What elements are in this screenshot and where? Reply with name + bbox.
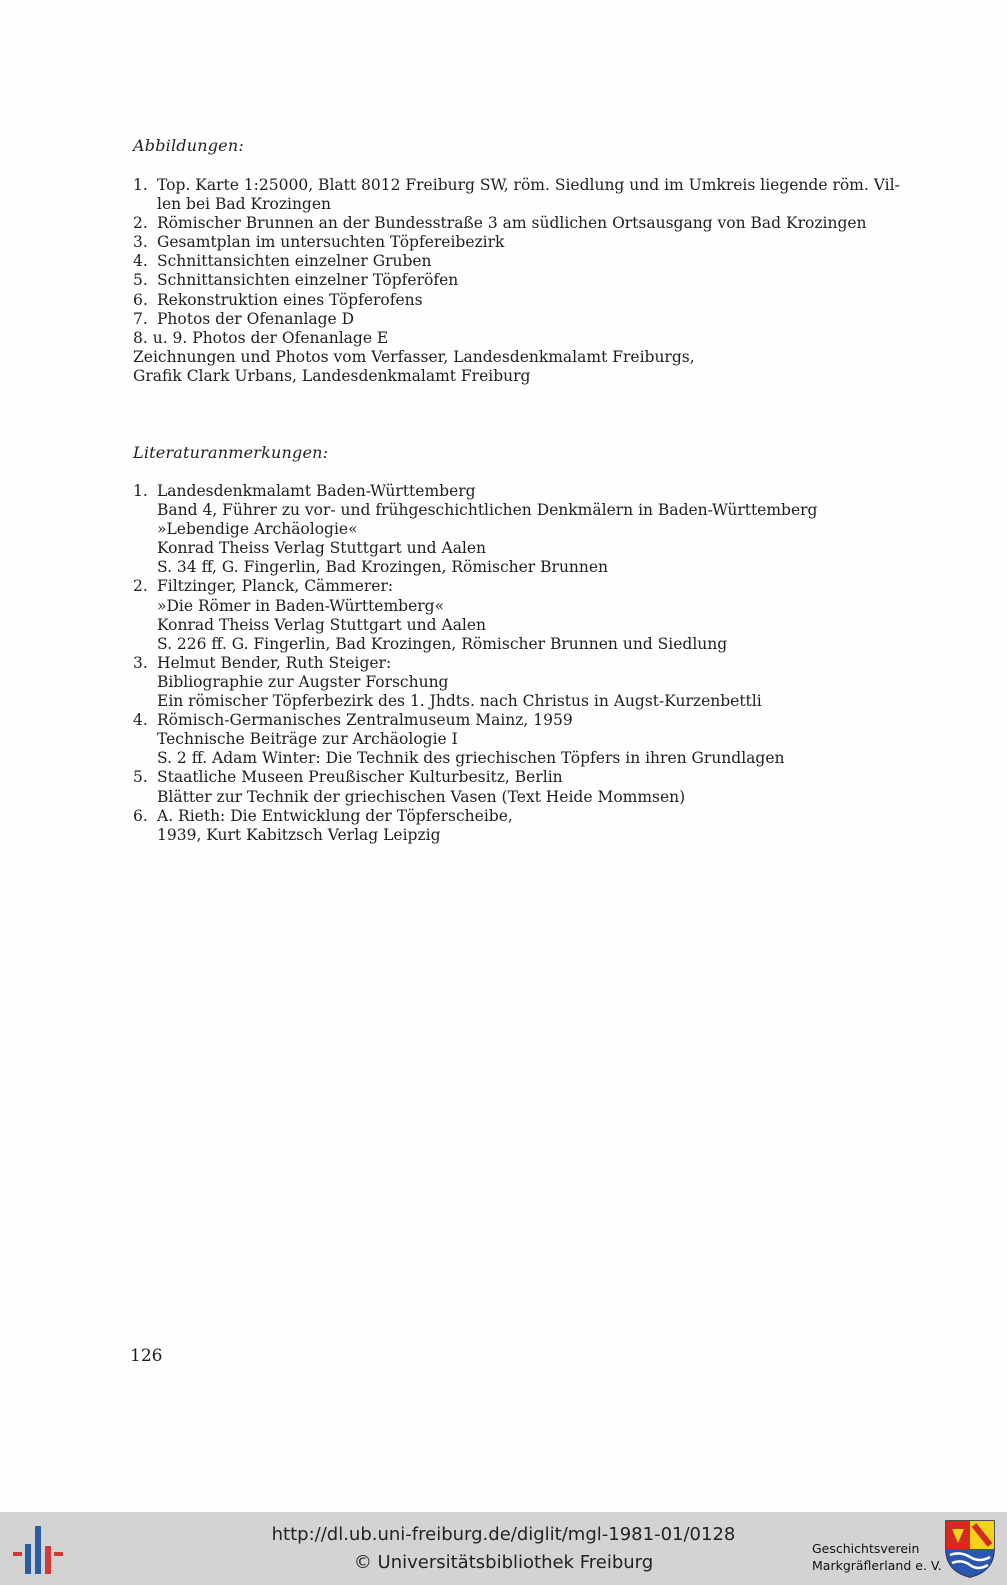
item-text-line: A. Rieth: Die Entwicklung der Töpferscheibe,	[157, 806, 513, 825]
abbildungen-list	[133, 176, 900, 386]
footer-organisation	[812, 1540, 942, 1574]
footer-bar	[0, 1512, 1007, 1585]
list-item	[133, 233, 873, 252]
item-text-line: Konrad Theiss Verlag Stuttgart und Aalen	[157, 539, 487, 558]
list-item	[133, 310, 873, 329]
org-line-1: Geschichtsverein	[812, 1541, 920, 1556]
item-number: 4.	[133, 711, 148, 730]
item-number: 5.	[133, 271, 148, 290]
item-text-line: Bibliographie zur Augster Forschung	[157, 672, 449, 691]
list-item	[133, 768, 873, 806]
trailing-line: Zeichnungen und Photos vom Verfasser, Landesdenkmalamt Freiburgs,	[133, 347, 695, 366]
item-text-line: Landesdenkmalamt Baden-Württemberg	[157, 482, 476, 500]
item-text-line: 1939, Kurt Kabitzsch Verlag Leipzig	[157, 825, 441, 844]
trailing-line: Grafik Clark Urbans, Landesdenkmalamt Freiburg	[133, 366, 531, 385]
item-text-line: Photos der Ofenanlage D	[157, 309, 355, 328]
item-number: 2.	[133, 577, 148, 596]
item-text-line: S. 34 ff, G. Fingerlin, Bad Krozingen, Römischer Brunnen	[157, 558, 609, 577]
footer-copyright: © Universitätsbibliothek Freiburg	[353, 1552, 654, 1573]
coat-of-arms-icon	[944, 1519, 996, 1579]
item-text-line: Helmut Bender, Ruth Steiger:	[157, 653, 392, 672]
item-text-line: Gesamtplan im untersuchten Töpfereibezirk	[157, 233, 505, 252]
item-number: 4.	[133, 252, 148, 271]
trailing-line: 8. u. 9. Photos der Ofenanlage E	[133, 328, 389, 347]
item-number: 5.	[133, 768, 148, 787]
item-text-line: Filtzinger, Planck, Cämmerer:	[157, 577, 394, 596]
abbildungen-heading: Abbildungen:	[133, 136, 244, 155]
item-text-line: »Lebendige Archäologie«	[157, 520, 358, 539]
item-text-line: S. 2 ff. Adam Winter: Die Technik des griechischen Töpfers in ihren Grundlagen	[157, 749, 785, 768]
item-number: 3.	[133, 653, 148, 672]
item-text-line: Römisch-Germanisches Zentralmuseum Mainz, 1959	[157, 711, 573, 730]
list-item	[133, 807, 873, 845]
item-text-line: len bei Bad Krozingen	[157, 195, 332, 214]
item-number: 2.	[133, 214, 148, 233]
item-number: 1.	[133, 482, 148, 500]
list-item	[133, 482, 873, 577]
list-item	[133, 271, 873, 290]
item-text-line: Rekonstruktion eines Töpferofens	[157, 290, 423, 309]
literatur-list	[133, 482, 873, 845]
list-item	[133, 291, 873, 310]
item-text-line: Staatliche Museen Preußischer Kulturbesitz, Berlin	[157, 768, 563, 787]
item-text-line: Blätter zur Technik der griechischen Vasen (Text Heide Mommsen)	[157, 787, 686, 806]
org-line-2: Markgräflerland e. V.	[812, 1558, 942, 1573]
item-text-line: Konrad Theiss Verlag Stuttgart und Aalen	[157, 615, 487, 634]
item-text-line: Römischer Brunnen an der Bundesstraße 3 am südlichen Ortsausgang von Bad Krozingen	[157, 214, 867, 233]
item-number: 6.	[133, 806, 148, 825]
list-item	[133, 577, 873, 653]
item-text-line: Band 4, Führer zu vor- und frühgeschichtlichen Denkmälern in Baden-Württemberg	[157, 501, 818, 520]
item-text-line: Top. Karte 1:25000, Blatt 8012 Freiburg SW, röm. Siedlung und im Umkreis liegende röm. Vil-	[157, 176, 900, 194]
footer-url[interactable]: http://dl.ub.uni-freiburg.de/diglit/mgl-1981-01/0128	[271, 1524, 736, 1545]
list-item	[133, 711, 873, 768]
list-item	[133, 654, 873, 711]
item-text-line: Ein römischer Töpferbezirk des 1. Jhdts. nach Christus in Augst-Kurzenbettli	[157, 692, 762, 711]
list-item	[133, 214, 873, 233]
item-text-line: S. 226 ff. G. Fingerlin, Bad Krozingen, Römischer Brunnen und Siedlung	[157, 634, 728, 653]
page-number: 126	[130, 1346, 163, 1366]
list-item	[133, 252, 873, 271]
list-item	[133, 176, 900, 214]
item-text-line: Schnittansichten einzelner Töpferöfen	[157, 271, 459, 290]
item-number: 1.	[133, 176, 148, 194]
item-number: 3.	[133, 233, 148, 252]
literatur-heading: Literaturanmerkungen:	[133, 443, 329, 462]
item-text-line: »Die Römer in Baden-Württemberg«	[157, 596, 445, 615]
item-text-line: Schnittansichten einzelner Gruben	[157, 252, 432, 271]
item-number: 6.	[133, 290, 148, 309]
item-text-line: Technische Beiträge zur Archäologie I	[157, 730, 458, 749]
item-number: 7.	[133, 309, 148, 328]
